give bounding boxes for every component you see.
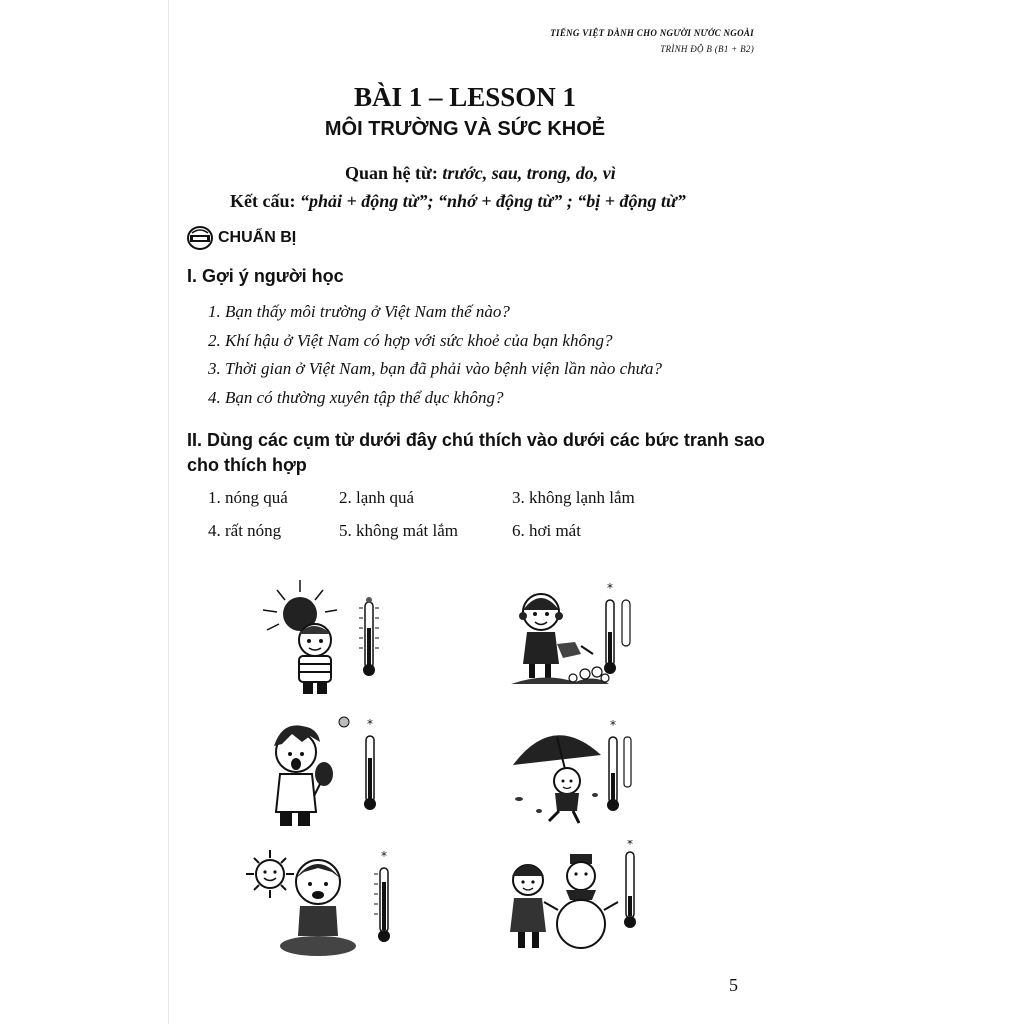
phrase-4: 4. rất nóng: [208, 521, 282, 540]
section2-title: II. Dùng các cụm từ dưới đây chú thích vào dưới các bức tranh sao cho thích hợp: [187, 430, 765, 475]
page-number: 5: [729, 975, 738, 995]
phrase-6: 6. hơi mát: [512, 521, 581, 540]
child-umbrella-autumn-thermometer-icon: [505, 715, 640, 825]
question-1: 1. Bạn thấy môi trường ở Việt Nam thế nào?: [208, 302, 510, 321]
phrase-5: 5. không mát lắm: [339, 521, 458, 540]
running-header-level: TRÌNH ĐỘ B (B1 + B2): [660, 44, 754, 54]
lesson-title: BÀI 1 – LESSON 1: [353, 82, 577, 112]
svg-text:*: *: [381, 849, 387, 863]
sweating-boy-sun-thermometer-icon: [255, 578, 390, 698]
question-3: 3. Thời gian ở Việt Nam, bạn đã phải vào bệnh viện lần nào chưa?: [208, 359, 662, 378]
svg-text:*: *: [367, 717, 373, 731]
svg-text:*: *: [627, 840, 633, 851]
section1-title: I. Gợi ý người học: [187, 266, 344, 286]
girl-watering-flowers-thermometer-icon: [505, 580, 640, 690]
phrase-3: 3. không lạnh lắm: [512, 488, 635, 507]
svg-text:*: *: [610, 718, 616, 732]
child-sun-puddle-thermometer-icon: [246, 848, 406, 963]
prepare-label: CHUẨN BỊ: [218, 229, 297, 246]
grammar-conjunctions: [345, 163, 616, 184]
structures-value: “phải + động từ”; “nhớ + động từ” ; “bị + động từ”: [299, 191, 686, 211]
lesson-subtitle: MÔI TRƯỜNG VÀ SỨC KHOẺ: [324, 118, 606, 140]
conjunctions-label: Quan hệ từ:: [345, 163, 438, 183]
question-2: 2. Khí hậu ở Việt Nam có hợp với sức khoẻ của bạn không?: [208, 331, 613, 350]
svg-text:*: *: [607, 581, 613, 595]
prepare-icon: [186, 225, 214, 251]
phrase-2: 2. lạnh quá: [339, 488, 415, 507]
question-4: 4. Bạn có thường xuyên tập thể dục không?: [208, 388, 504, 407]
prepare-heading: [186, 225, 296, 251]
boy-fanning-thermometer-icon: [262, 712, 392, 830]
phrase-1: 1. nóng quá: [208, 488, 288, 507]
girl-snowman-thermometer-icon: [500, 840, 650, 958]
conjunctions-value: trước, sau, trong, do, vì: [442, 163, 616, 183]
structures-label: Kết cấu:: [230, 191, 296, 211]
grammar-structures: [230, 191, 686, 212]
running-header-title: TIẾNG VIỆT DÀNH CHO NGƯỜI NƯỚC NGOÀI: [550, 28, 754, 38]
page-margin-line: [168, 0, 169, 1024]
